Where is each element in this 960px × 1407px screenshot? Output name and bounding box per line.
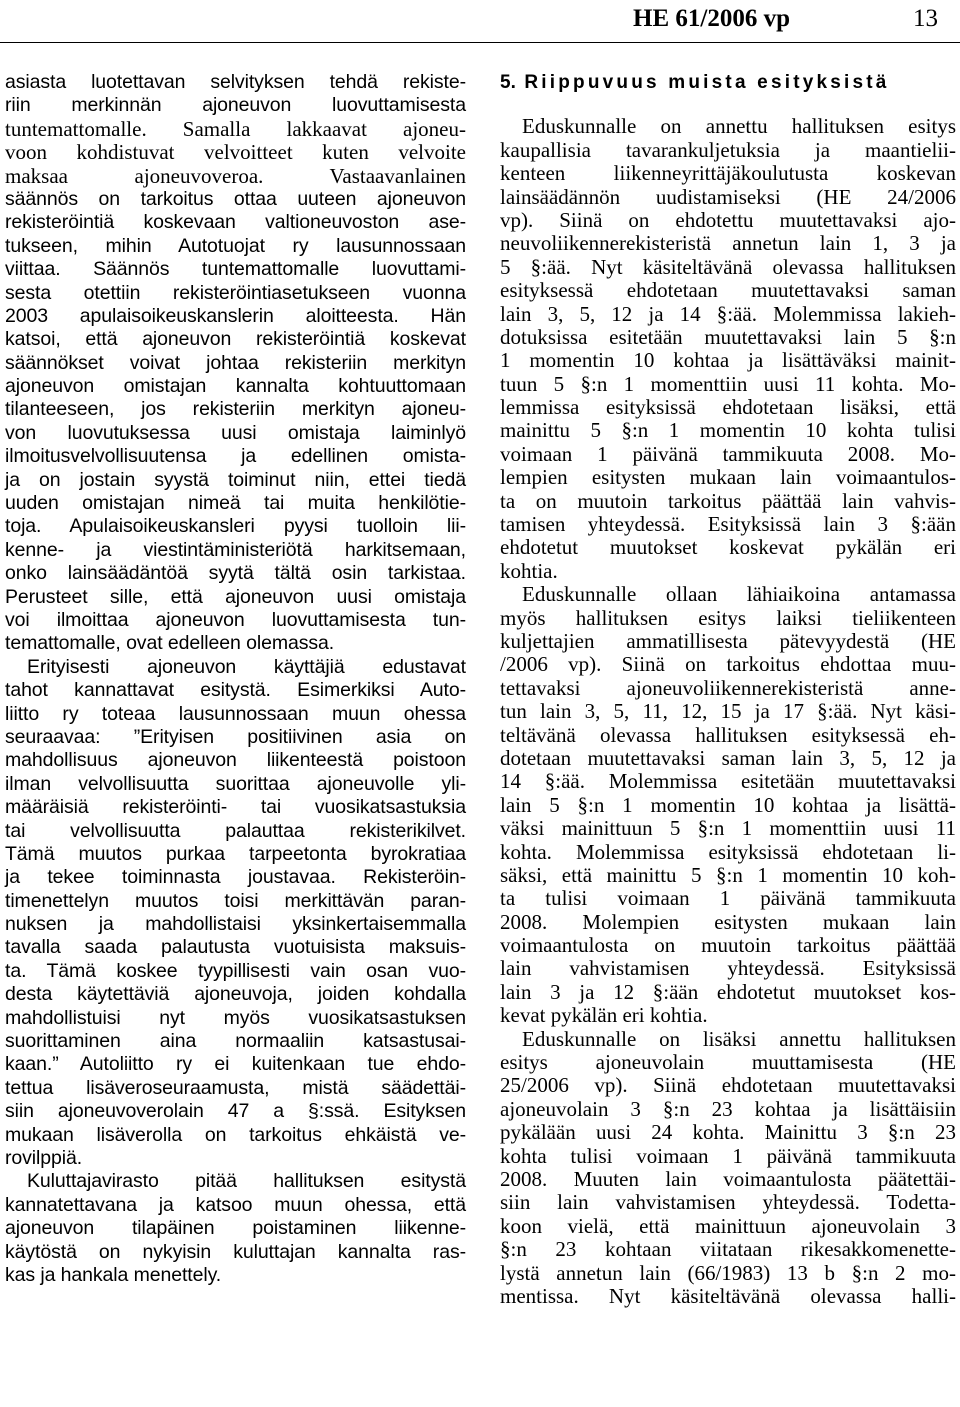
text-line: voimaantulosta on muutoin tarkoitus päättää	[500, 933, 956, 958]
text-line: seuraavaa: ”Erityisen positiivinen asia on	[5, 725, 466, 748]
text-line: neuvoliikennerekisteristä annetun lain 1, 3 ja	[500, 231, 956, 256]
text-line: voon kohdistuvat velvoitteet kuten velvoite	[5, 140, 466, 165]
text-line: Perusteet sille, että ajoneuvon uusi omistaja	[5, 585, 466, 608]
text-line: vp). Siinä on ehdotettu muutettavaksi ajo-	[500, 207, 956, 232]
text-line: rovilppiä.	[5, 1146, 83, 1169]
text-line: teltävänä olevassa hallituksen esityksessä eh-	[500, 722, 956, 747]
section-title: Riippuvuus muista esityksistä	[524, 72, 890, 93]
text-line: 2008. Molempien esitysten mukaan lain	[500, 909, 956, 934]
text-line: lemmissa esityksissä ehdotetaan lisäksi, että	[500, 395, 956, 420]
text-line: säännös on tarkoitus ottaa uuteen ajoneuvon	[5, 187, 466, 210]
text-line: tilanteeseen, jos rekisteriin merkityn ajoneu-	[5, 398, 466, 421]
text-line: kohta. Molemmissa esityksissä ehdotetaan li-	[500, 839, 956, 864]
text-line: desta käytettäviä ajoneuvoja, joiden kohdalla	[5, 983, 466, 1006]
text-line: tai velvollisuutta palauttaa rekisterikilvet.	[5, 819, 466, 842]
text-line: voimaan 1 päivänä tammikuuta 2008. Mo-	[500, 441, 956, 466]
text-line: 2003 apulaisoikeuskanslerin aloitteesta. Hän	[5, 304, 466, 327]
text-line: kenne- ja viestintäministeriötä harkitsemaan,	[5, 538, 466, 561]
text-line: tuntemattomalle. Samalla lakkaavat ajoneu-	[5, 116, 466, 141]
text-line: lystä annetun lain (66/1983) 13 b §:n 2 mo-	[500, 1260, 956, 1285]
text-line: uuden omistajan nimeä tai muita henkilötie-	[5, 492, 466, 515]
text-line: mukaan lisäverolla on tarkoitus ehkäistä ve-	[5, 1123, 466, 1146]
text-line: ajoneuvon tilapäinen poistaminen liikenne-	[5, 1217, 466, 1240]
text-line: tahot kannattavat esitystä. Esimerkiksi Auto-	[5, 679, 466, 702]
text-line: voi ilmoittaa ajoneuvon luovuttamisesta tun-	[5, 608, 466, 631]
text-line: ehdotetut muutokset koskevat pykälän eri	[500, 535, 956, 560]
text-line: dotuksissa esitetään muutettavaksi lain 5 §:n	[500, 324, 956, 349]
text-line: siin lain vahvistamisen yhteydessä. Todetta-	[500, 1190, 956, 1215]
text-line: lain 3 ja 12 §:ään ehdotetut muutokset kos-	[500, 979, 956, 1004]
text-line: kohtia.	[500, 558, 558, 583]
text-line: ta on muutoin tarkoitus päättää lain vahvis-	[500, 488, 956, 513]
document-title: HE 61/2006 vp	[633, 5, 790, 32]
text-line: Kuluttajavirasto pitää hallituksen esitystä	[27, 1170, 466, 1193]
text-line: esitys ajoneuvolain muuttamisesta (HE	[500, 1050, 956, 1075]
text-line: siin ajoneuvoverolain 47 a §:ssä. Esityksen	[5, 1100, 466, 1123]
text-line: onko lainsäädäntöä syytä tältä osin tarkistaa.	[5, 562, 466, 585]
text-line: kenteen liikenneyrittäjäkoulutusta koskevan	[500, 161, 956, 186]
text-line: von luovutuksessa uusi omistaja laiminlyö	[5, 421, 466, 444]
text-line: esityksessä ehdotetaan muutettavaksi saman	[500, 278, 956, 303]
text-line: /2006 vp). Siinä on tarkoitus ehdottaa muu-	[500, 652, 956, 677]
right-column	[500, 71, 956, 1308]
text-line: 1 momentin 10 kohtaa ja lisättäväksi mainit-	[500, 348, 956, 373]
text-line: ilmoitusvelvollisuutensa ja edellinen omista-	[5, 445, 466, 468]
text-line: Erityisesti ajoneuvon käyttäjiä edustavat	[27, 655, 466, 678]
text-line: mahdollistuisi nyt myös vuosikatsastuksen	[5, 1006, 466, 1029]
text-line: mainittu 5 §:n 1 momentin 10 kohta tulisi	[500, 418, 956, 443]
text-line: viittaa. Säännös tuntemattomalle luovuttami-	[5, 258, 466, 281]
text-line: käytöstä on nykyisin kuluttajan kannalta ras-	[5, 1240, 466, 1263]
section-number: 5.	[500, 72, 516, 93]
left-column	[5, 71, 466, 1287]
text-line: lainsäädännön uudistamiseksi (HE 24/2006	[500, 184, 956, 209]
right-column-text	[500, 115, 956, 1308]
text-line: 14 §:ää. Molemmissa esitetään muutettavaksi	[500, 769, 956, 794]
text-line: suorittaminen aina normaaliin katsastusai-	[5, 1030, 466, 1053]
text-line: kas ja hankala menettely.	[5, 1263, 222, 1286]
text-line: asiasta luotettavan selvityksen tehdä rekiste-	[5, 71, 466, 93]
text-line: myös hallituksen esitys laiksi tieliikenteen	[500, 605, 956, 630]
text-line: Eduskunnalle on annettu hallituksen esitys	[522, 114, 956, 139]
text-line: riin merkinnän ajoneuvon luovuttamisesta	[5, 94, 466, 117]
text-line: toja. Apulaisoikeuskansleri pyysi tuolloin lii-	[5, 515, 466, 538]
text-line: väksi mainittuun 5 §:n 1 momenttiin uusi 11	[500, 816, 956, 841]
text-line: tamisen yhteydessä. Esityksissä lain 3 §:ään	[500, 512, 956, 537]
text-line: ja tekee toiminnasta joustavaa. Rekisteröin-	[5, 866, 466, 889]
text-line: lempien esitysten mukaan lain voimaantulos-	[500, 465, 956, 490]
text-line: maksaa ajoneuvoveroa. Vastaavanlainen	[5, 163, 466, 188]
text-line: temattomalle, ovat edelleen olemassa.	[5, 632, 335, 655]
text-line: ilman velvollisuutta suorittaa ajoneuvolle yli-	[5, 772, 466, 795]
text-line: 5 §:ää. Nyt käsiteltävänä olevassa hallituksen	[500, 254, 956, 279]
page-header	[0, 0, 960, 40]
text-line: kuljettajien ammatillisesta pätevyydestä (HE	[500, 629, 956, 653]
text-line: dotetaan muutettavaksi saman lain 3, 5, 12 ja	[500, 745, 956, 770]
text-line: ajoneuvon omistajan kannalta kohtuuttomaan	[5, 375, 466, 398]
text-line: kannatettavana ja katsoo muun ohessa, että	[5, 1193, 466, 1216]
text-line: tavalla saada palautusta vuotuisista maksuis-	[5, 936, 466, 959]
text-line: timenettelyn muutos toisi merkittävän paran-	[5, 889, 466, 912]
text-line: §:n 23 kohtaan viitataan rikesakkomenette-	[500, 1237, 956, 1262]
text-line: lain vahvistamisen yhteydessä. Esityksissä	[500, 956, 956, 981]
text-line: ja on jostain syystä toiminut niin, ettei tiedä	[5, 468, 466, 491]
text-line: kaan.” Autoliitto ry ei kuitenkaan tue ehdo-	[5, 1053, 466, 1076]
text-line: katsoi, että ajoneuvon rekisteröintiä koskevat	[5, 328, 466, 351]
text-line: Eduskunnalle on lisäksi annettu hallituksen	[522, 1026, 956, 1051]
text-line: lain 5 §:n 1 momentin 10 kohtaa ja lisättä-	[500, 792, 956, 817]
header-rule	[0, 42, 960, 43]
text-line: ta tulisi voimaan 1 päivänä tammikuuta	[500, 886, 956, 911]
text-line: koon vielä, että mainittuun ajoneuvolain 3	[500, 1213, 956, 1238]
text-line: kevat pykälän eri kohtia.	[500, 1003, 708, 1028]
text-line: 25/2006 vp). Siinä ehdotetaan muutettavaksi	[500, 1073, 956, 1098]
text-line: rekisteröintiä koskevaan valtioneuvoston ase-	[5, 211, 466, 234]
text-line: tettua lisäveroseuraamusta, mistä säädettäi-	[5, 1076, 466, 1099]
text-line: Eduskunnalle ollaan lähiaikoina antamassa	[522, 582, 956, 607]
text-line: ta. Tämä koskee tyypillisesti vain osan vuo-	[5, 959, 466, 982]
text-line: tukseen, mihin Autotuojat ry lausunnossaan	[5, 234, 466, 257]
text-line: pykälään uusi 24 kohta. Mainittu 3 §:n 23	[500, 1120, 956, 1145]
text-line: tuun 5 §:n 1 momenttiin uusi 11 kohta. Mo-	[500, 371, 956, 396]
text-line: kohta tulisi voimaan 1 päivänä tammikuuta	[500, 1143, 956, 1168]
page-number: 13	[913, 5, 938, 32]
text-line: 2008. Muuten lain voimaantulosta päätettäi-	[500, 1166, 956, 1191]
text-line: mentissa. Nyt käsiteltävänä olevassa halli-	[500, 1283, 956, 1308]
text-line: kaupallisia tavarankuljetuksia ja maantielii-	[500, 137, 956, 162]
text-line: Tämä muutos purkaa tarpeetonta byrokratiaa	[5, 842, 466, 865]
text-line: tettavaksi ajoneuvoliikennerekisteristä anne-	[500, 675, 956, 700]
text-line: mahdollisuus ajoneuvon liikenteestä poistoon	[5, 749, 466, 772]
text-line: lain 3, 5, 12 ja 14 §:ää. Molemmissa lakieh-	[500, 301, 956, 326]
text-line: määräisiä rekisteröinti- tai vuosikatsastuksia	[5, 796, 466, 819]
section-heading	[500, 71, 956, 94]
text-line: nuksen ja mahdollistaisi yksinkertaisemmalla	[5, 913, 466, 936]
text-line: liitto ry toteaa lausunnossaan muun ohessa	[5, 702, 466, 725]
text-line: ajoneuvolain 3 §:n 23 kohtaa ja lisättäisiin	[500, 1096, 956, 1121]
text-line: tun lain 3, 5, 11, 12, 15 ja 17 §:ää. Nyt käsi-	[500, 699, 956, 724]
text-line: säksi, että mainittu 5 §:n 1 momentin 10 koh-	[500, 862, 956, 887]
text-line: sesta otettiin rekisteröintiasetukseen vuonna	[5, 281, 466, 304]
text-line: säännökset voivat johtaa rekisteriin merkityn	[5, 351, 466, 374]
